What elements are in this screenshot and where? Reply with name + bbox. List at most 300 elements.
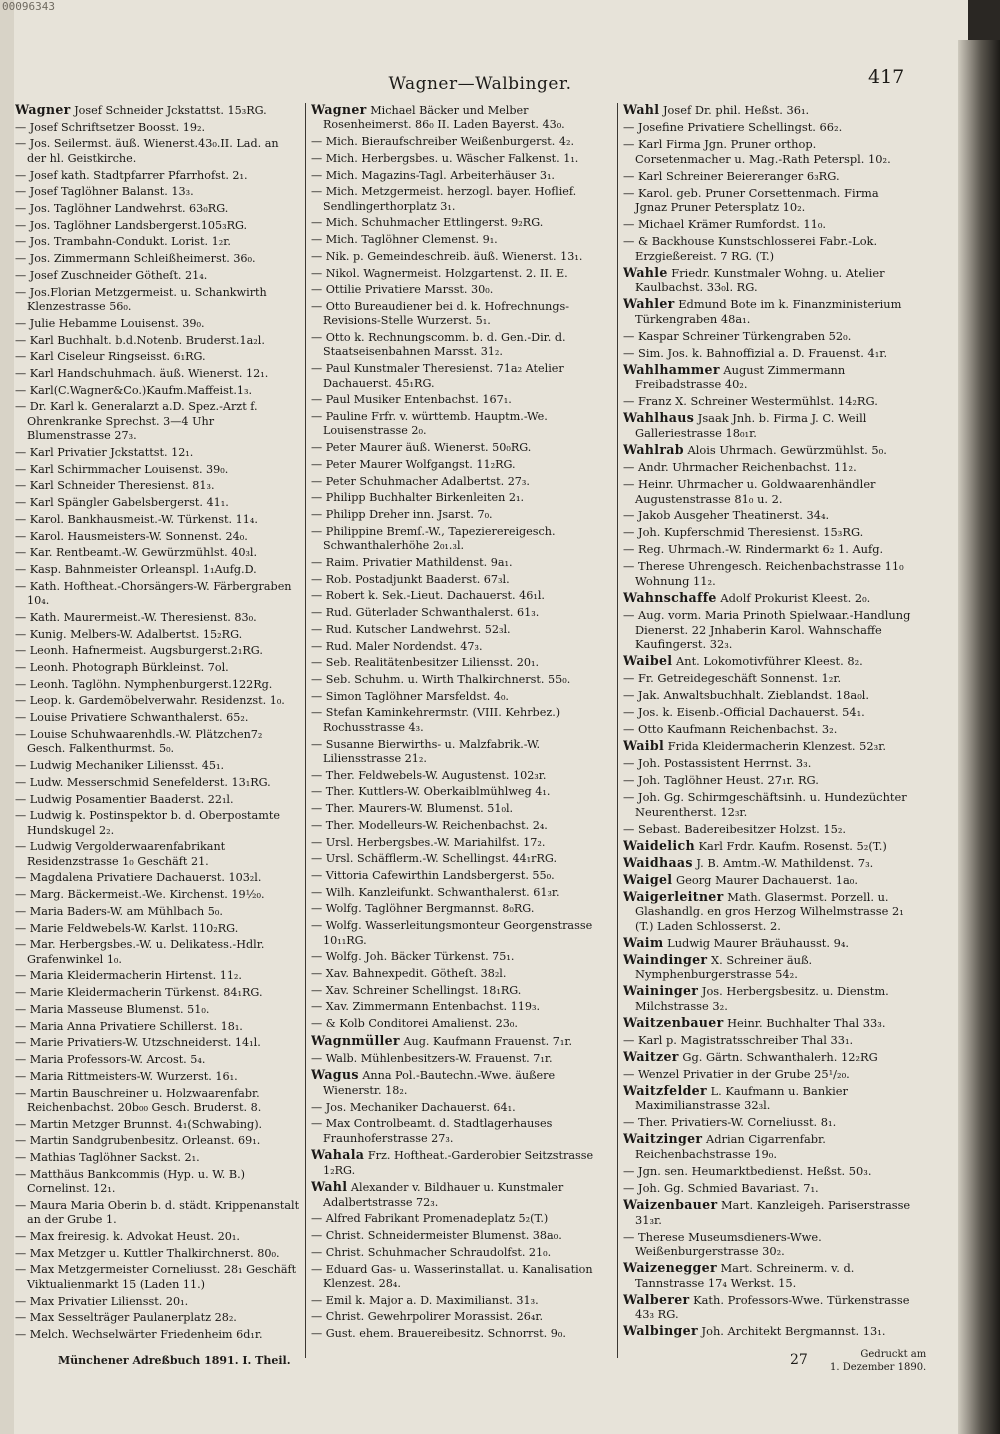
entry-text: — Jos. Zimmermann Schleißheimerst. 36₀. [15,252,256,266]
directory-entry [311,640,613,654]
directory-entry [623,542,911,557]
directory-entry [623,411,911,440]
directory-entry [311,1148,613,1178]
directory-entry [15,922,300,936]
entry-text: — Vittoria Cafewirthin Landsbergerst. 55₀. [311,869,555,882]
directory-entry [623,1132,911,1161]
directory-entry [623,1016,911,1031]
directory-entry [15,793,300,807]
directory-entry [623,722,911,737]
directory-entry [623,137,911,166]
directory-entry [15,694,300,708]
directory-entry [311,331,613,360]
directory-entry [623,266,911,295]
archive-stamp: 00096343 [2,0,55,13]
directory-entry [15,661,300,675]
directory-entry [15,1295,300,1309]
directory-entry [311,233,613,247]
directory-entry [311,250,613,264]
directory-entry [311,869,613,883]
directory-entry [311,1246,613,1260]
entry-text: — Maria Rittmeisters-W. Wurzerst. 16₁. [15,1069,238,1083]
entry-text: — Dr. Karl k. Generalarzt a.D. Spez.-Arzt f. Ohrenkranke Sprechst. 3—4 Uhr Blumenstrasse 27₃. [15,400,258,443]
entry-text: — Wolfg. Joh. Bäcker Türkenst. 75₁. [311,950,515,964]
entry-text: — Maria Anna Privatiere Schillerst. 18₁. [15,1019,243,1033]
entry-text: — Andr. Uhrmacher Reichenbachst. 11₂. [623,459,857,474]
directory-entry [623,671,911,686]
entry-text: — Ther. Maurers-W. Blumenst. 51₀l. [311,802,514,816]
directory-entry [623,822,911,837]
directory-entry [15,103,300,118]
entry-text: Adrian Cigarrenfabr. Reichenbachstrasse 19₀. [635,1132,826,1161]
directory-entry [15,513,300,527]
directory-entry [311,169,613,183]
directory-entry [623,460,911,475]
entry-text: — Matthäus Bankcommis (Hyp. u. W. B.) Cornelinst. 12₁. [15,1167,246,1196]
directory-entry [311,283,613,297]
entry-text: — Wenzel Privatier in der Grube 25¹/₂₀. [623,1066,850,1081]
entry-text: — Martin Sandgrubenbesitz. Orleanst. 69₁. [15,1134,261,1148]
directory-entry [15,1247,300,1261]
entry-text: — Louise Schuhwaarenhdls.-W. Plätzchen7₂ Gesch. Falkenthurmst. 5₀. [15,727,263,756]
directory-entry [311,103,613,133]
entry-text: — Karl Schreiner Beiereranger 6₃RG. [623,168,840,183]
directory-entry [15,871,300,885]
entry-text: — Leop. k. Gardemöbelverwahr. Residenzst. 1₀. [15,694,285,708]
directory-entry [623,1324,911,1339]
entry-text: — Pauline Frfr. v. württemb. Hauptm.-We. Louisenstrasse 2₀. [311,410,548,438]
entry-surname: Walberer [623,1291,690,1307]
entry-text: Mart. Kanzleigeh. Pariserstrasse 31₃r. [635,1197,911,1227]
entry-text: — Leonh. Hafnermeist. Augsburgerst.2₁RG. [15,644,263,658]
entry-text: — Josef Zuschneider Götheſt. 21₄. [15,268,208,282]
directory-entry [623,856,911,871]
entry-text: Kath. Professors-Wwe. Türkenstrasse 43₃ RG. [635,1292,910,1322]
entry-text: Aug. Kaufmann Frauenst. 7₁r. [403,1034,573,1048]
entry-text: — Josef kath. Stadtpfarrer Pfarrhofst. 2₁. [15,168,248,182]
directory-entry [15,759,300,773]
entry-text: — Josef Schriftsetzer Boosst. 19₂. [15,120,206,134]
directory-entry [15,1070,300,1084]
directory-entry [15,563,300,577]
entry-surname: Wagner [15,103,71,117]
entry-text: — Martin Bauschreiner u. Holzwaarenfabr. Reichenbachst. 20b₀₀ Gesch. Bruderst. 8. [15,1086,262,1114]
entry-text: — Heinr. Uhrmacher u. Goldwaarenhändler Augustenstrasse 81₀ u. 2. [623,476,876,506]
directory-entry [623,1050,911,1065]
entry-text: — Jos. Taglöhner Landsbergerst.105₃RG. [15,218,248,232]
directory-entry [623,839,911,854]
directory-entry [623,591,911,606]
entry-text: — Paul Kunstmaler Theresienst. 71a₂ Atelier Dachauerst. 45₁RG. [311,362,564,390]
entry-text: — Mich. Herbergsbes. u. Wäscher Falkenst. 1₁. [311,151,579,165]
directory-entry [15,1036,300,1050]
directory-entry [311,393,613,407]
entry-text: — Magdalena Privatiere Dachauerst. 103₂l. [15,871,262,885]
directory-entry [15,1168,300,1197]
entry-text: — Joh. Gg. Schirmgeschäftsinh. u. Hundezüchter Neurentherst. 12₃r. [623,790,907,819]
entry-text: — Karl Firma Jgn. Pruner orthop. Corsetenmacher u. Mag.-Rath Peterspl. 10₂. [623,136,891,166]
directory-entry [311,690,613,704]
directory-entry [15,235,300,249]
entry-text: — Maria Kleidermacherin Hirtenst. 11₂. [15,969,242,983]
directory-entry [15,1087,300,1116]
directory-entry [15,137,300,166]
directory-entry [311,673,613,687]
entry-text: — Christ. Schneidermeister Blumenst. 38a₀. [311,1229,562,1243]
entry-text: — Susanne Bierwirths- u. Malzfabrik.-W. Liliensstrasse 21₂. [311,737,541,765]
directory-entry [311,706,613,735]
left-margin [0,0,14,1434]
entry-text: — Karl Handschuhmach. äuß. Wienerst. 12₁. [15,366,269,380]
entry-text: — Jos.Florian Metzgermeist. u. Schankwirth Klenzestrasse 56₀. [15,285,267,314]
entry-text: — Seb. Schuhm. u. Wirth Thalkirchnerst. 55₀. [311,672,571,686]
entry-surname: Waitzenbauer [623,1014,724,1030]
entry-text: — Fr. Getreidegeschäft Sonnenst. 1₂r. [623,671,842,686]
entry-text: — Nik. p. Gemeindeschreib. äuß. Wienerst. 13₁. [311,249,583,263]
entry-text: — Xav. Zimmermann Entenbachst. 119₃. [311,1000,541,1014]
entry-text: — Mich. Magazins-Tagl. Arbeiterhäuser 3₁. [311,168,555,182]
entry-text: — Karl Schirmmacher Louisenst. 39₀. [15,462,229,476]
entry-text: Georg Maurer Dachauerst. 1a₀. [676,872,858,887]
entry-text: — Christ. Schuhmacher Schraudolfst. 21₀. [311,1245,552,1259]
directory-entry [311,410,613,439]
entry-text: — Rud. Kutscher Landwehrst. 52₃l. [311,622,511,636]
entry-surname: Wahala [311,1147,365,1163]
entry-text: — Mich. Schuhmacher Ettlingerst. 9₂RG. [311,216,544,230]
entry-text: Math. Glasermst. Porzell. u. Glashandlg. en gros Herzog Wilhelmstrasse 2₁ (T.) Laden Schlosserst. 2. [635,889,904,933]
entry-surname: Waibel [623,653,673,669]
entry-text: — Jgn. sen. Heumarktbedienst. Heßst. 50₃. [623,1163,872,1178]
entry-text: — Sim. Jos. k. Bahnoffizial a. D. Frauenst. 4₁r. [623,345,888,360]
directory-entry [15,644,300,658]
entry-text: — Josef Taglöhner Balanst. 13₃. [15,185,194,199]
entry-text: — Louise Privatiere Schwanthalerst. 65₂. [15,711,249,725]
entry-text: — Otto Kaufmann Reichenbachst. 3₂. [623,722,838,737]
directory-entry [311,1310,613,1324]
entry-text: — Joh. Kupferschmid Theresienst. 15₃RG. [623,525,864,540]
directory-entry [311,1000,613,1014]
directory-entry [15,350,300,364]
directory-entry [623,559,911,588]
directory-entry [623,477,911,506]
directory-entry [311,573,613,587]
directory-entry [311,1229,613,1243]
directory-entry [15,1020,300,1034]
entry-text: — Eduard Gas- u. Wasserinstallat. u. Kanalisation Klenzest. 28₄. [311,1262,593,1291]
directory-entry [623,1033,911,1048]
entry-text: Karl Frdr. Kaufm. Rosenst. 5₂(T.) [698,838,887,853]
directory-entry [15,286,300,315]
entry-text: — Mich. Taglöhner Clemenst. 9₁. [311,233,498,247]
entry-text: — Maria Professors-W. Arcost. 5₄. [15,1053,206,1067]
directory-entry [623,1164,911,1179]
entry-text: — Christ. Gewehrpolirer Morassist. 26₄r. [311,1310,544,1324]
entry-text: — Jos. Taglöhner Landwehrst. 63₀RG. [15,202,229,216]
entry-text: — Joh. Postassistent Herrnst. 3₃. [623,756,812,771]
directory-entry [623,1084,911,1113]
entry-text: — Rud. Güterlader Schwanthalerst. 61₃. [311,606,540,620]
entry-text: — Kar. Rentbeamt.-W. Gewürzmühlst. 40₃l. [15,546,258,560]
directory-entry [15,169,300,183]
entry-text: Heinr. Buchhalter Thal 33₃. [727,1015,886,1030]
directory-entry [623,1067,911,1082]
entry-text: — Ursl. Schäfflerm.-W. Schellingst. 44₁rRG. [311,852,558,866]
directory-entry [623,329,911,344]
column-rule [305,103,306,1358]
directory-entry [15,628,300,642]
entry-text: — Sebast. Badereibesitzer Holzst. 15₂. [623,821,847,836]
directory-entry [15,986,300,1000]
directory-entry [15,202,300,216]
entry-text: — Jos. Mechaniker Dachauerst. 64₁. [311,1100,516,1114]
directory-entry [15,185,300,199]
directory-entry [15,1230,300,1244]
entry-surname: Waizenbauer [623,1196,718,1212]
column-3 [623,103,911,1348]
entry-text: — Kasp. Bahnmeister Orleanspl. 1₁Aufg.D. [15,563,257,576]
entry-text: — Leonh. Taglöhn. Nymphenburgerst.122Rg. [15,677,273,691]
column-1 [15,103,300,1348]
directory-entry [311,1117,613,1146]
entry-text: — Rud. Maler Nordendst. 47₃. [311,639,483,653]
entry-text: — Maura Maria Oberin b. d. städt. Krippenanstalt an der Grube 1. [15,1198,300,1227]
entry-text: — Ottilie Privatiere Marsst. 30₀. [311,283,494,297]
entry-text: — Wolfg. Taglöhner Bergmannst. 8₀RG. [311,902,535,916]
directory-entry [311,216,613,230]
entry-text: — Leonh. Photograph Bürkleinst. 7ol. [15,661,229,675]
entry-text: — Peter Maurer äuß. Wienerst. 50₀RG. [311,441,532,455]
entry-text: — Karl Buchhalt. b.d.Notenb. Bruderst.1a₂l. [15,333,265,347]
page-number: 417 [868,66,905,88]
directory-entry [311,1068,613,1098]
entry-text: — Maria Baders-W. am Mühlbach 5₀. [15,904,223,918]
directory-entry [311,556,613,570]
directory-entry [311,1294,613,1308]
entry-text: — Aug. vorm. Maria Prinoth Spielwaar.-Handlung Dienerst. 22 Jnhaberin Karol. Wahnschaffe Kaufingerst. 32₃. [623,608,911,652]
entry-text: — Nikol. Wagnermeist. Holzgartenst. 2. II. E. [311,266,568,280]
directory-entry [311,475,613,489]
directory-entry [623,234,911,263]
entry-text: — Raim. Privatier Mathildenst. 9a₁. [311,555,513,569]
entry-text: — Kunig. Melbers-W. Adalbertst. 15₂RG. [15,627,243,641]
entry-text: — Maria Masseuse Blumenst. 51₀. [15,1002,210,1016]
entry-text: — Otto k. Rechnungscomm. b. d. Gen.-Dir. d. Staatseisenbahnen Marsst. 31₂. [311,331,566,359]
entry-text: — Wilh. Kanzleifunkt. Schwanthalerst. 61₃r. [311,885,560,899]
directory-entry [311,984,613,998]
entry-surname: Waigel [623,871,673,887]
directory-entry [311,589,613,603]
directory-entry [311,738,613,767]
entry-text: — Walb. Mühlenbesitzers-W. Frauenst. 7₁r. [311,1051,553,1065]
directory-entry [311,656,613,670]
entry-text: Frida Kleidermacherin Klenzest. 52₃r. [667,739,887,754]
entry-text: — Julie Hebamme Louisenst. 39₀. [15,316,205,330]
entry-text: — Jos. Trambahn-Condukt. Lorist. 1₂r. [15,235,231,249]
entry-surname: Wahlrab [623,441,684,457]
entry-text: Michael Bäcker und Melber Rosenheimerst. 86₀ II. Laden Bayerst. 43₀. [323,104,565,132]
entry-text: — Max Sesselträger Paulanerplatz 28₂. [15,1311,237,1325]
directory-entry [15,1199,300,1228]
entry-surname: Waindinger [623,951,708,967]
directory-entry [623,688,911,703]
entry-text: — Martin Metzger Brunnst. 4₁(Schwabing). [15,1117,263,1131]
directory-entry [311,902,613,916]
entry-text: — Mich. Bieraufschreiber Weißenburgerst. 4₂. [311,135,575,149]
entry-text: — Mathias Taglöhner Sackst. 2₁. [15,1151,200,1165]
entry-text: Jos. Herbergsbesitz. u. Dienstm. Milchstrasse 3₂. [635,984,889,1013]
entry-text: — Ther. Feldwebels-W. Augustenst. 102₃r. [311,768,547,782]
entry-text: — Kath. Maurermeist.-W. Theresienst. 83₀. [15,610,257,624]
directory-entry [15,530,300,544]
footer-signature: 27 [790,1352,808,1368]
directory-entry [623,608,911,652]
directory-entry [15,400,300,443]
entry-text: — Max Controlbeamt. d. Stadtlagerhauses Fraunhoferstrasse 27₃. [311,1117,553,1145]
entry-surname: Wahl [311,1179,348,1195]
directory-entry [311,525,613,554]
entry-surname: Waigerleitner [623,888,724,904]
entry-text: — Karol. geb. Pruner Corsettenmach. Firma Jgnaz Pruner Petersplatz 10₂. [623,185,879,215]
directory-entry [15,479,300,493]
directory-entry [623,217,911,232]
directory-entry [15,496,300,510]
directory-entry [623,890,911,934]
entry-text: Gg. Gärtn. Schwanthalerh. 12₂RG [682,1049,878,1064]
directory-entry [311,852,613,866]
entry-surname: Wahler [623,296,675,312]
entry-text: Edmund Bote im k. Finanzministerium Türkengraben 48a₁. [635,297,902,326]
entry-text: — Ther. Modelleurs-W. Reichenbachst. 2₄. [311,818,548,832]
column-rule [617,103,618,1358]
directory-entry [623,297,911,326]
directory-entry [15,1053,300,1067]
entry-text: — Peter Schuhmacher Adalbertst. 27₃. [311,474,530,488]
entry-text: — Franz X. Schreiner Westermühlst. 14₂RG. [623,394,878,409]
directory-entry [623,705,911,720]
entry-surname: Wagner [311,103,367,117]
footer-publication: Münchener Adreßbuch 1891. I. Theil. [58,1354,291,1367]
entry-surname: Waidhaas [623,854,693,870]
directory-entry [623,773,911,788]
entry-text: — & Backhouse Kunstschlosserei Fabr.-Lok. Erzgießereist. 7 RG. (T.) [623,234,878,263]
directory-entry [623,1230,911,1259]
entry-text: — Gust. ehem. Brauereibesitz. Schnorrst. 9₀. [311,1327,566,1341]
directory-entry [15,776,300,790]
entry-text: — & Kolb Conditorei Amalienst. 23₀. [311,1017,518,1031]
directory-entry [311,185,613,214]
entry-text: — Kaspar Schreiner Türkengraben 52₀. [623,328,852,343]
directory-entry [311,1212,613,1226]
directory-entry [623,443,911,458]
directory-entry [15,840,300,869]
entry-text: — Melch. Wechselwärter Friedenheim 6d₁r. [15,1328,263,1341]
entry-surname: Waitzfelder [623,1082,707,1098]
entry-text: — Joh. Gg. Schmied Bavariast. 7₁. [623,1180,819,1195]
directory-entry [311,300,613,329]
directory-entry [311,1327,613,1341]
directory-entry [15,969,300,983]
directory-entry [623,103,911,118]
directory-entry [623,120,911,135]
entry-text: — Karl Schneider Theresienst. 81₃. [15,479,215,493]
entry-text: — Otto Bureaudiener bei d. k. Hofrechnungs-Revisions-Stelle Wurzerst. 5₁. [311,300,570,328]
directory-entry [311,267,613,281]
entry-text: — Emil k. Major a. D. Maximilianst. 31₃. [311,1293,539,1307]
entry-text: Frz. Hoftheat.-Garderobier Seitzstrasse 1₂RG. [323,1149,594,1177]
directory-entry [15,611,300,625]
directory-entry [15,728,300,757]
entry-surname: Waitzinger [623,1131,703,1147]
entry-text: J. B. Amtm.-W. Mathildenst. 7₃. [696,855,874,870]
directory-entry [15,1311,300,1325]
directory-entry [311,785,613,799]
entry-text: — Philippine Bremſ.-W., Tapezierereigesch. Schwanthalerhöhe 2₀₁.₃l. [311,524,556,553]
directory-entry [311,135,613,149]
directory-entry [623,1261,911,1290]
directory-entry [311,623,613,637]
entry-surname: Waidelich [623,837,695,853]
directory-entry [623,1198,911,1227]
directory-entry [15,546,300,560]
entry-text: — Ludwig Posamentier Baaderst. 22₁l. [15,792,234,806]
directory-entry [311,769,613,783]
entry-text: — Therese Uhrengesch. Reichenbachstrasse 11₀ Wohnung 11₂. [623,559,904,589]
directory-entry [623,984,911,1013]
entry-text: — Karl p. Magistratsschreiber Thal 33₁. [623,1032,854,1047]
directory-entry [311,458,613,472]
entry-text: — Ludwig Mechaniker Liliensst. 45₁. [15,759,225,773]
entry-surname: Wagnmüller [311,1032,400,1048]
entry-text: — Philipp Dreher inn. Jsarst. 7₀. [311,508,493,522]
entry-text: Josef Schneider Jckstattst. 15₃RG. [74,104,267,117]
entry-text: — Karl Spängler Gabelsbergerst. 41₁. [15,496,229,510]
entry-text: — Josefine Privatiere Schellingst. 66₂. [623,119,843,134]
directory-entry [15,888,300,902]
entry-text: — Wolfg. Wasserleitungsmonteur Georgenstrasse 10₁₁RG. [311,919,593,947]
entry-text: — Alfred Fabrikant Promenadeplatz 5₂(T.) [311,1212,549,1226]
entry-text: — Ther. Privatiers-W. Corneliusst. 8₁. [623,1115,837,1130]
directory-entry [311,886,613,900]
entry-text: Mart. Schreinerm. v. d. Tannstrasse 17₄ Werkst. 15. [635,1261,855,1290]
entry-text: — Joh. Taglöhner Heust. 27₁r. RG. [623,773,819,788]
entry-text: — Ludwig k. Postinspektor b. d. Oberpostamte Hundskugel 2₂. [15,809,280,837]
directory-entry [623,363,911,392]
entry-text: Friedr. Kunstmaler Wohng. u. Atelier Kaulbachst. 33₀l. RG. [635,265,885,295]
directory-entry [623,525,911,540]
entry-text: — Jos. k. Eisenb.-Official Dachauerst. 54₁. [623,705,865,720]
entry-text: — Kath. Hoftheat.-Chorsängers-W. Färbergraben 10₄. [15,579,292,608]
entry-text: — Michael Krämer Rumfordst. 11₀. [623,217,827,232]
entry-surname: Wahle [623,264,668,280]
entry-text: — Rob. Postadjunkt Baaderst. 67₃l. [311,572,510,586]
entry-text: — Max Privatier Liliensst. 20₁. [15,1294,189,1308]
directory-entry [311,606,613,620]
directory-entry [15,938,300,967]
entry-text: — Mich. Metzgermeist. herzogl. bayer. Hoflief. Sendlingerthorplatz 3₁. [311,185,577,213]
directory-entry [623,654,911,669]
entry-text: — Reg. Uhrmach.-W. Rindermarkt 6₂ 1. Aufg. [623,542,884,557]
entry-text: — Ther. Kuttlers-W. Oberkaiblmühlweg 4₁. [311,785,551,799]
entry-text: — Marie Kleidermacherin Türkenst. 84₁RG. [15,986,263,1000]
entry-surname: Wagus [311,1067,359,1083]
directory-entry [623,936,911,951]
entry-text: Joh. Architekt Bergmannst. 13₁. [701,1324,886,1339]
directory-entry [15,334,300,348]
directory-entry [311,1101,613,1115]
entry-text: — Marie Privatiers-W. Utzschneiderst. 14₁l. [15,1036,261,1050]
entry-text: — Karol. Hausmeisters-W. Sonnenst. 24₀. [15,529,248,543]
directory-entry [15,463,300,477]
